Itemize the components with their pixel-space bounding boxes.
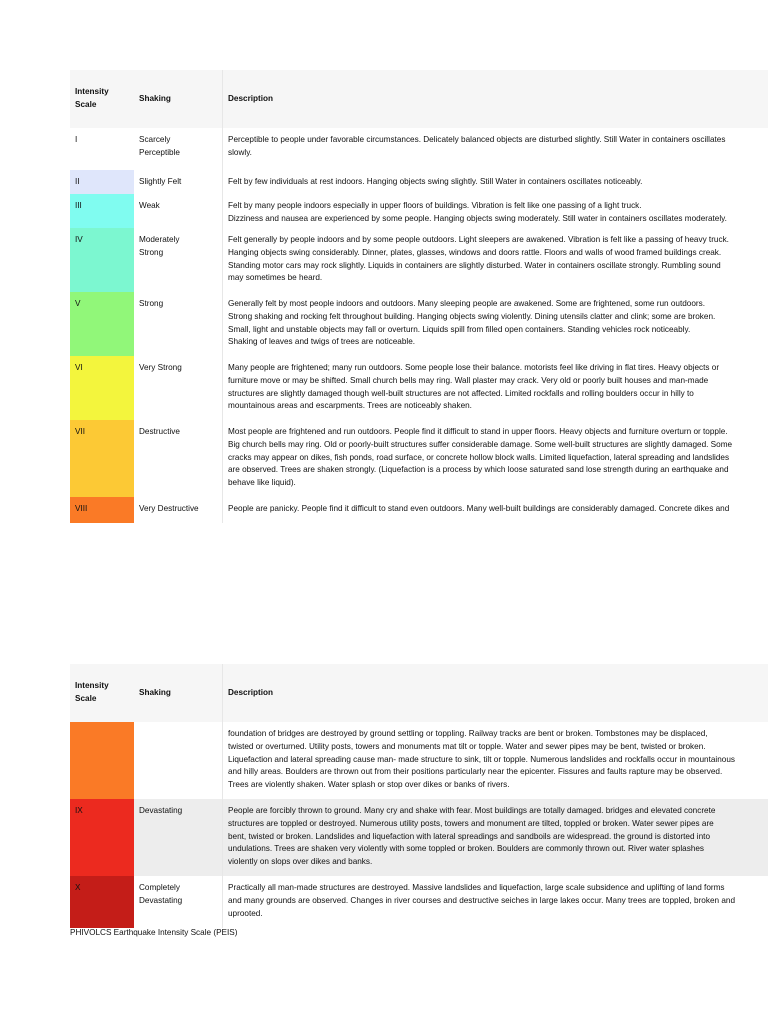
shaking-text: Destructive	[139, 427, 180, 436]
intensity-scale-cell	[70, 170, 134, 194]
shaking-text: Scarcely	[139, 135, 171, 144]
description-cell	[223, 799, 768, 876]
description-line: Dizziness and nausea are experienced by some people. Hanging objects swing moderately. Still water in containers oscillates moderately.	[228, 213, 727, 223]
description-line: foundation of bridges are destroyed by ground settling or toppling. Railway tracks are bent or broken. Tombstones may be displaced,	[228, 729, 708, 738]
description-line: and hilly areas. Boulders are thrown out from their positions particularly near the epicenter. Fissures and faults rapture may be observed.	[228, 767, 723, 777]
header-shaking	[134, 70, 223, 128]
table-row	[70, 228, 768, 292]
description-line: Trees are violently shaken. Water splash or stop over dikes or banks of rivers.	[228, 780, 510, 790]
shaking-text: Strong	[139, 299, 164, 308]
description-line: are observed. Trees are shaken strongly. (Liquefaction is a process by which loose saturated sand lose strength during an earthquake and	[228, 465, 729, 475]
description-line: Standing motor cars may rock slightly. Liquids in containers are slightly disturbed. Water in containers oscillate strongly. Rumbling sound	[228, 260, 721, 270]
intensity-scale-value: III	[75, 201, 82, 210]
header-text: Shaking	[139, 93, 171, 103]
table-caption: PHIVOLCS Earthquake Intensity Scale (PEIS)	[70, 928, 238, 937]
header-text: Description	[228, 93, 274, 103]
intensity-scale-cell	[70, 722, 134, 799]
header-shaking	[134, 664, 223, 722]
description-line: structures are slightly damaged though well-built structures are not affected. Limited rockfalls and rolling boulders occur in hilly to	[228, 388, 694, 398]
intensity-scale-cell	[70, 420, 134, 497]
description-line: Strong shaking and rocking felt throughout building. Hanging objects swing violently. Dining utensils clatter and clink; some are broken.	[228, 311, 716, 321]
header-text: Shaking	[139, 687, 171, 697]
description-line: Felt by few individuals at rest indoors. Hanging objects swing slightly. Still Water in containers oscillates noticeably.	[228, 177, 643, 186]
intensity-scale-cell	[70, 876, 134, 928]
description-line: Hanging objects swing considerably. Dinner, plates, glasses, windows and doors rattle. Floors and walls of wood framed buildings creak.	[228, 247, 722, 257]
description-line: violently on slops over dikes and banks.	[228, 857, 373, 867]
header-text: Description	[228, 687, 274, 697]
description-cell	[223, 356, 768, 420]
intensity-scale-value: VII	[75, 427, 86, 436]
intensity-scale-value: VIII	[75, 504, 88, 513]
shaking-cell	[134, 292, 223, 356]
intensity-scale-value: IV	[75, 235, 83, 244]
intensity-scale-value: X	[75, 883, 81, 892]
header-text: Scale	[75, 694, 97, 703]
header-text: Scale	[75, 100, 97, 109]
description-cell	[223, 292, 768, 356]
description-line: behave like liquid).	[228, 478, 296, 488]
description-line: and many grounds are observed. Changes in river courses and destructive seiches in large lakes occur. Many trees are toppled, broken and	[228, 895, 735, 905]
description-cell	[223, 497, 768, 523]
shaking-text: Completely	[139, 883, 180, 892]
header-text: Intensity	[75, 87, 109, 97]
intensity-scale-cell	[70, 194, 134, 228]
intensity-scale-cell	[70, 497, 134, 523]
intensity-scale-value: II	[75, 177, 80, 186]
header-intensity-scale	[70, 70, 134, 128]
description-line: Practically all man-made structures are destroyed. Massive landslides and liquefaction, large scale subsidence and uplifting of land forms	[228, 883, 725, 892]
shaking-text: Perceptible	[139, 147, 180, 157]
shaking-text: Very Destructive	[139, 504, 199, 513]
intensity-scale-cell	[70, 228, 134, 292]
header-intensity-scale	[70, 664, 134, 722]
table-header-row	[70, 70, 768, 128]
description-line: Liquefaction and lateral spreading cause man- made structure to sink, tilt or topple. Numerous landslides and rockfalls occur in mountainous	[228, 754, 735, 764]
table-header-row	[70, 664, 768, 722]
header-description	[223, 70, 768, 128]
description-line: People are forcibly thrown to ground. Many cry and shake with fear. Most buildings are totally damaged. bridges and elevated concrete	[228, 806, 716, 815]
intensity-table-1	[70, 70, 768, 523]
description-line: cracks may appear on dikes, fish ponds, road surface, or concrete hollow block walls. Limited liquefaction, lateral spreading and landslides	[228, 452, 730, 462]
description-line: Felt generally by people indoors and by some people outdoors. Light sleepers are awakened. Vibration is felt like a passing of heavy truck.	[228, 235, 729, 244]
table-row	[70, 722, 768, 799]
shaking-cell	[134, 194, 223, 228]
description-line: may sometimes be heard.	[228, 273, 323, 283]
shaking-cell	[134, 876, 223, 928]
description-line: twisted or overturned. Utility posts, towers and monuments mat tilt or topple. Water and sewer pipes may be bent, twisted or broken.	[228, 741, 706, 751]
intensity-scale-value: I	[75, 135, 78, 144]
shaking-text: Strong	[139, 247, 164, 257]
shaking-cell	[134, 799, 223, 876]
description-line: bent, twisted or broken. Landslides and liquefaction with lateral spreadings and sandboils are widespread. the ground is distorted into	[228, 831, 710, 841]
description-line: mountainous areas and escarpments. Trees are noticeably shaken.	[228, 401, 472, 411]
description-cell	[223, 128, 768, 170]
description-line: Felt by many people indoors especially in upper floors of buildings. Vibration is felt like one passing of a light truck.	[228, 201, 642, 210]
intensity-scale-cell	[70, 356, 134, 420]
description-line: Generally felt by most people indoors and outdoors. Many sleeping people are awakened. Some are frightened, some run outdoors.	[228, 299, 705, 308]
table-row	[70, 356, 768, 420]
table-row	[70, 292, 768, 356]
description-cell	[223, 228, 768, 292]
description-line: uprooted.	[228, 908, 263, 918]
shaking-text: Devastating	[139, 895, 183, 905]
description-cell	[223, 722, 768, 799]
description-line: undulations. Trees are shaken very violently with some toppled or broken. Boulders are commonly thrown out. River water splashes	[228, 844, 705, 854]
shaking-cell	[134, 420, 223, 497]
shaking-cell	[134, 722, 223, 799]
table-row	[70, 420, 768, 497]
table-row	[70, 497, 768, 523]
intensity-scale-cell	[70, 799, 134, 876]
shaking-cell	[134, 228, 223, 292]
shaking-text: Devastating	[139, 806, 183, 815]
shaking-cell	[134, 356, 223, 420]
table-row	[70, 876, 768, 928]
shaking-text: Very Strong	[139, 363, 182, 372]
intensity-scale-value: V	[75, 299, 81, 308]
description-line: Most people are frightened and run outdoors. People find it difficult to stand in upper floors. Heavy objects and furniture overturn or topple.	[228, 427, 728, 436]
description-line: structures are toppled or destroyed. Numerous utility posts, towers and monument are tilted, toppled or broken. Water sewer pipes are	[228, 818, 714, 828]
intensity-scale-value: VI	[75, 363, 83, 372]
intensity-scale-cell	[70, 128, 134, 170]
intensity-table-2	[70, 664, 768, 928]
header-text: Intensity	[75, 681, 109, 691]
description-line: Big church bells may ring. Old or poorly-built structures suffer considerable damage. Some well-built structures are slightly damaged. Some	[228, 439, 733, 449]
description-line: Small, light and unstable objects may fall or overturn. Liquids spill from filled open containers. Standing vehicles rock noticeably.	[228, 324, 691, 334]
description-cell	[223, 170, 768, 194]
intensity-scale-cell	[70, 292, 134, 356]
table-row	[70, 799, 768, 876]
description-line: Many people are frightened; many run outdoors. Some people lose their balance. motorists feel like driving in flat tires. Heavy objects or	[228, 363, 720, 372]
description-cell	[223, 876, 768, 928]
shaking-cell	[134, 128, 223, 170]
shaking-cell	[134, 170, 223, 194]
table-row	[70, 170, 768, 194]
description-line: People are panicky. People find it difficult to stand even outdoors. Many well-built buildings are considerably damaged. Concrete dikes and	[228, 504, 730, 513]
description-line: Perceptible to people under favorable circumstances. Delicately balanced objects are disturbed slightly. Still Water in containers oscillates	[228, 135, 726, 144]
description-line: furniture move or may be shifted. Small church bells may ring. Wall plaster may crack. Very old or poorly built houses and man-made	[228, 375, 709, 385]
intensity-scale-value: IX	[75, 806, 83, 815]
table-row	[70, 128, 768, 170]
description-cell	[223, 194, 768, 228]
table-row	[70, 194, 768, 228]
description-line: Shaking of leaves and twigs of trees are noticeable.	[228, 337, 416, 347]
shaking-text: Weak	[139, 201, 160, 210]
shaking-cell	[134, 497, 223, 523]
description-cell	[223, 420, 768, 497]
shaking-text: Slightly Felt	[139, 177, 182, 186]
header-description	[223, 664, 768, 722]
shaking-text: Moderately	[139, 235, 180, 244]
description-line: slowly.	[228, 147, 252, 157]
